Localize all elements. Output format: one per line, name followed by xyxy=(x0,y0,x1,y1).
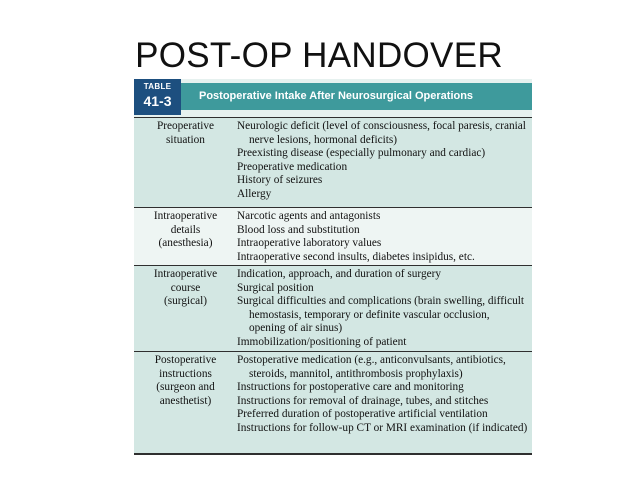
list-item: Indication, approach, and duration of surgery xyxy=(237,268,442,280)
list-item: Allergy xyxy=(237,187,272,200)
list-item: History of seizures xyxy=(237,174,323,186)
row-label-line: course xyxy=(170,281,201,294)
list-item: Blood loss and substitution xyxy=(237,223,360,236)
row-items xyxy=(237,118,532,207)
table-header xyxy=(134,79,532,117)
row-label-line: details xyxy=(170,223,201,236)
row-label-line: instructions xyxy=(159,367,212,380)
row-label xyxy=(134,352,237,453)
row-label-line: (anesthesia) xyxy=(158,237,213,249)
row-label-line: (surgical) xyxy=(163,295,208,307)
list-item: Intraoperative laboratory values xyxy=(237,237,382,249)
intake-table xyxy=(134,79,532,455)
table-bottom-rule xyxy=(134,453,532,455)
row-items xyxy=(237,266,532,351)
row-items xyxy=(237,352,532,453)
list-item: Intraoperative second insults, diabetes insipidus, etc. xyxy=(237,250,475,263)
list-item: Surgical difficulties and complications (brain swelling, difficult hemostasis, temporary or definite vascular occlusion, opening of air sinus) xyxy=(237,295,525,334)
row-label xyxy=(134,208,237,265)
list-item: Instructions for follow-up CT or MRI examination (if indicated) xyxy=(237,421,528,434)
table-badge-label: TABLE xyxy=(143,82,172,91)
list-item: Instructions for postoperative care and monitoring xyxy=(237,381,464,393)
list-item: Preferred duration of postoperative artificial ventilation xyxy=(237,408,488,420)
list-item: Neurologic deficit (level of consciousness, focal paresis, cranial nerve lesions, hormonal deficits) xyxy=(237,120,526,146)
list-item: Narcotic agents and antagonists xyxy=(237,210,381,222)
table-title: Postoperative Intake After Neurosurgical Operations xyxy=(181,83,532,110)
row-label xyxy=(134,266,237,351)
list-item: Preoperative medication xyxy=(237,160,348,173)
row-label-line: Intraoperative xyxy=(153,268,218,280)
table-row-intraoperative-course xyxy=(134,265,532,351)
table-row-intraoperative-details xyxy=(134,207,532,265)
list-item: Surgical position xyxy=(237,281,314,294)
list-item: Instructions for removal of drainage, tubes, and stitches xyxy=(237,394,489,407)
list-item: Postoperative medication (e.g., anticonvulsants, antibiotics, steroids, mannitol, antithrombosis prophylaxis) xyxy=(237,354,506,380)
table-row-preoperative xyxy=(134,117,532,207)
slide-title: POST-OP HANDOVER xyxy=(135,36,503,75)
table-row-postoperative xyxy=(134,351,532,453)
row-label-line: Preoperative xyxy=(156,120,215,132)
row-label-line: anesthetist) xyxy=(159,394,212,407)
table-number-badge xyxy=(134,79,181,115)
table-badge-number: 41-3 xyxy=(143,93,172,109)
row-label xyxy=(134,118,237,207)
row-label-line: (surgeon and xyxy=(156,381,215,393)
row-label-line: Postoperative xyxy=(154,354,217,366)
list-item: Immobilization/positioning of patient xyxy=(237,335,407,348)
row-label-line: Intraoperative xyxy=(153,210,218,222)
list-item: Preexisting disease (especially pulmonary and cardiac) xyxy=(237,147,486,159)
row-items xyxy=(237,208,532,265)
row-label-line: situation xyxy=(166,133,205,146)
table-body xyxy=(134,117,532,453)
